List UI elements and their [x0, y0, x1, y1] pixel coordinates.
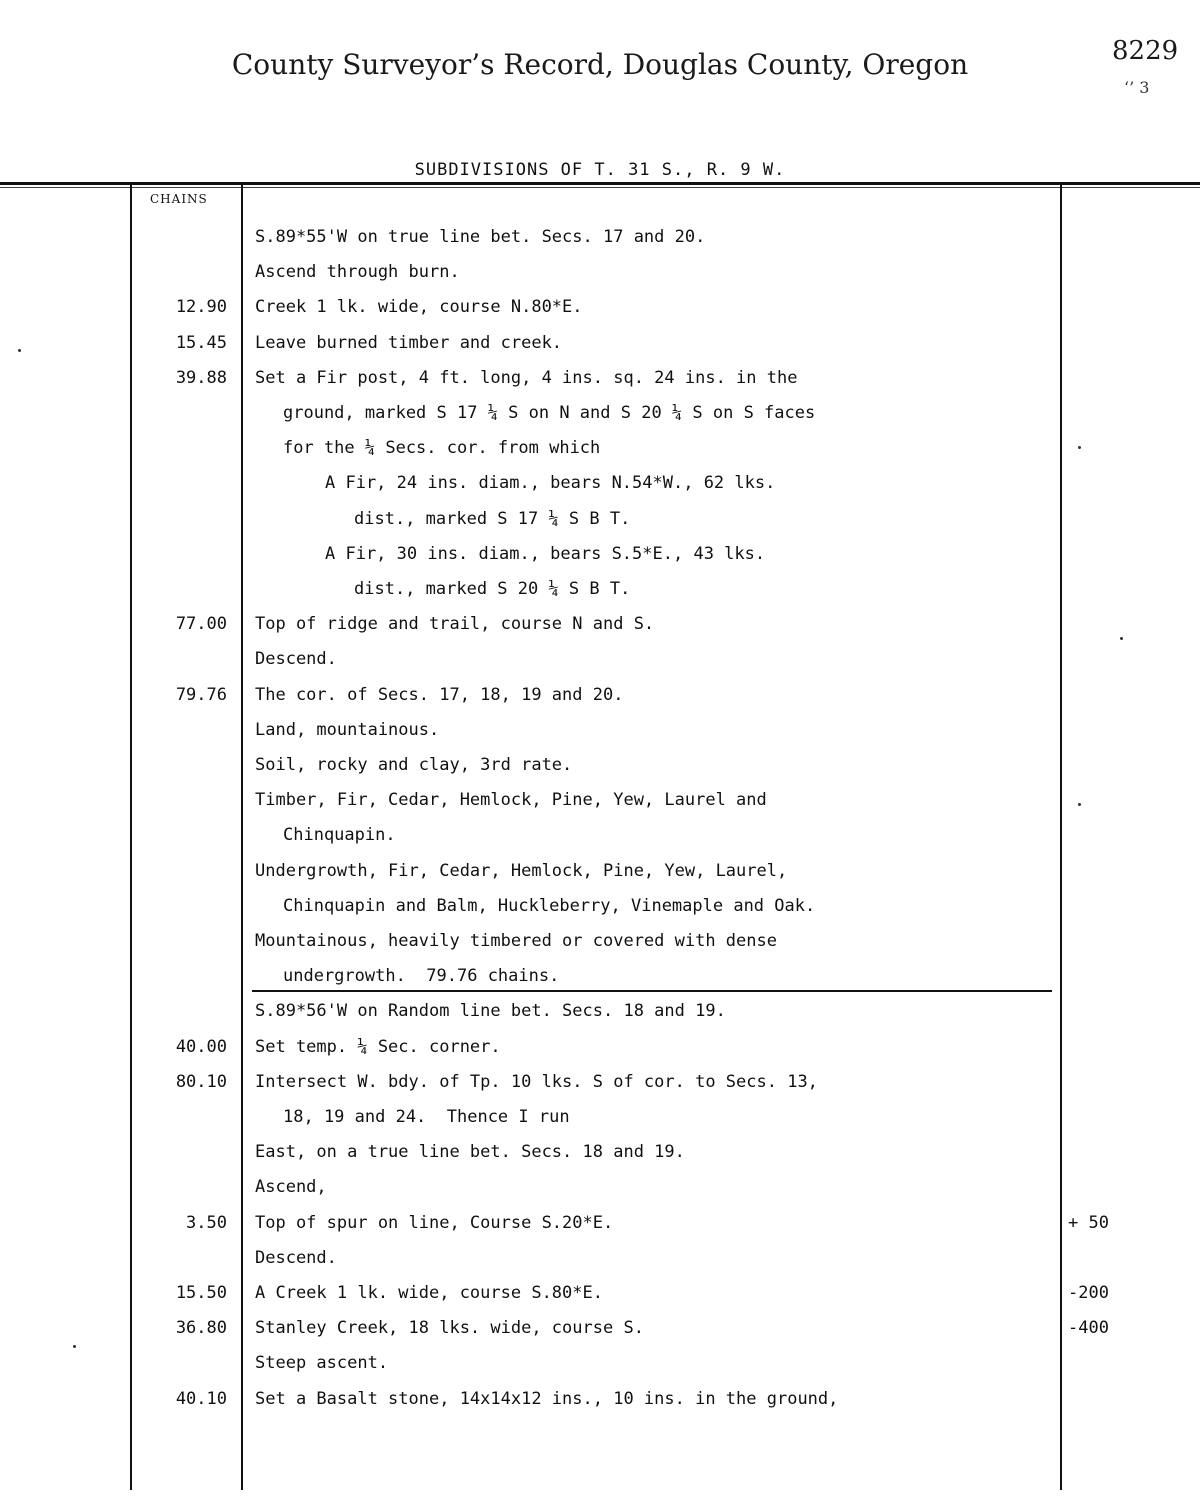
- chain-distance: 40.00: [175, 1036, 227, 1057]
- note-text: A Creek 1 lk. wide, course S.80*E.: [255, 1283, 603, 1303]
- note-text: The cor. of Secs. 17, 18, 19 and 20.: [255, 684, 624, 705]
- chain-distance: 40.10: [175, 1388, 227, 1409]
- page-title: County Surveyor’s Record, Douglas County, Oregon: [231, 48, 969, 81]
- record-subtitle: SUBDIVISIONS OF T. 31 S., R. 9 W.: [414, 160, 786, 180]
- chain-distance: 39.88: [175, 367, 227, 388]
- note-text: Ascend,: [255, 1177, 327, 1198]
- note-text: Leave burned timber and creek.: [255, 332, 563, 353]
- note-text: S.89*55'W on true line bet. Secs. 17 and 20.: [255, 227, 706, 247]
- note-row: [0, 790, 1200, 820]
- note-text: undergrowth. 79.76 chains.: [283, 966, 560, 987]
- note-row: [0, 473, 1200, 503]
- note-text: Set a Basalt stone, 14x14x12 ins., 10 ins. in the ground,: [255, 1388, 839, 1409]
- note-text: A Fir, 30 ins. diam., bears S.5*E., 43 lks.: [325, 543, 766, 564]
- note-text: ground, marked S 17 ¼ S on N and S 20 ¼ S on S faces: [283, 403, 816, 423]
- note-text: Chinquapin and Balm, Huckleberry, Vinemaple and Oak.: [283, 895, 816, 916]
- chain-distance: 77.00: [175, 614, 227, 635]
- elevation-note: -200: [1068, 1283, 1109, 1303]
- chain-distance: 3.50: [186, 1212, 227, 1233]
- note-text: Set temp. ¼ Sec. corner.: [255, 1036, 501, 1057]
- elevation-note: + 50: [1068, 1212, 1109, 1233]
- chain-distance: 15.45: [175, 332, 227, 353]
- header-rule-thin: [0, 187, 1200, 188]
- note-row: [0, 1353, 1200, 1383]
- note-text: 18, 19 and 24. Thence I run: [283, 1107, 570, 1127]
- note-row: [0, 1001, 1200, 1031]
- elevation-note: -400: [1068, 1318, 1109, 1339]
- note-row: [0, 509, 1200, 539]
- chain-distance: 15.50: [175, 1283, 227, 1303]
- note-row: [0, 403, 1200, 433]
- note-row: [0, 1037, 1200, 1067]
- note-row: [0, 227, 1200, 257]
- page-mark: ‘’ 3: [1124, 78, 1150, 97]
- note-row: [0, 438, 1200, 468]
- note-row: [0, 544, 1200, 574]
- note-row: [0, 755, 1200, 785]
- note-text: A Fir, 24 ins. diam., bears N.54*W., 62 lks.: [325, 473, 776, 494]
- note-row: [0, 1283, 1200, 1313]
- note-row: [0, 262, 1200, 292]
- note-row: [0, 368, 1200, 398]
- note-text: Land, mountainous.: [255, 719, 440, 740]
- note-row: [0, 614, 1200, 644]
- page-number: 8229: [1112, 36, 1179, 66]
- note-text: Undergrowth, Fir, Cedar, Hemlock, Pine, Yew, Laurel,: [255, 860, 788, 881]
- note-text: Creek 1 lk. wide, course N.80*E.: [255, 297, 583, 318]
- scan-speck: [1078, 446, 1081, 449]
- chain-distance: 79.76: [175, 684, 227, 705]
- note-text: dist., marked S 20 ¼ S B T.: [354, 579, 631, 599]
- note-row: [0, 1107, 1200, 1137]
- note-text: dist., marked S 17 ¼ S B T.: [354, 508, 631, 529]
- note-row: [0, 1072, 1200, 1102]
- note-text: S.89*56'W on Random line bet. Secs. 18 and 19.: [255, 1001, 726, 1022]
- note-text: Descend.: [255, 649, 337, 670]
- note-row: [0, 720, 1200, 750]
- note-text: Mountainous, heavily timbered or covered with dense: [255, 931, 777, 951]
- note-row: [0, 649, 1200, 679]
- note-text: for the ¼ Secs. cor. from which: [283, 438, 601, 459]
- note-text: Steep ascent.: [255, 1353, 389, 1374]
- note-text: Stanley Creek, 18 lks. wide, course S.: [255, 1318, 644, 1339]
- note-text: Ascend through burn.: [255, 262, 460, 283]
- scan-speck: [73, 1345, 76, 1348]
- chains-column-header: CHAINS: [150, 192, 208, 206]
- note-text: Top of spur on line, Course S.20*E.: [255, 1212, 614, 1233]
- note-row: [0, 861, 1200, 891]
- note-row: [0, 931, 1200, 961]
- note-row: [0, 297, 1200, 327]
- note-row: [0, 1318, 1200, 1348]
- scan-speck: [1078, 803, 1081, 806]
- note-row: [0, 579, 1200, 609]
- note-text: Top of ridge and trail, course N and S.: [255, 614, 655, 635]
- note-row: [0, 1177, 1200, 1207]
- section-separator: [252, 990, 1052, 992]
- note-row: [0, 1213, 1200, 1243]
- note-row: [0, 896, 1200, 926]
- note-row: [0, 333, 1200, 363]
- header-rule: [0, 182, 1200, 185]
- note-text: Descend.: [255, 1247, 337, 1268]
- note-row: [0, 825, 1200, 855]
- note-text: Chinquapin.: [283, 825, 396, 846]
- chain-distance: 36.80: [175, 1318, 227, 1339]
- note-row: [0, 685, 1200, 715]
- scan-speck: [18, 349, 21, 352]
- chain-distance: 12.90: [175, 297, 227, 318]
- note-text: Set a Fir post, 4 ft. long, 4 ins. sq. 24 ins. in the: [255, 367, 798, 388]
- note-text: Timber, Fir, Cedar, Hemlock, Pine, Yew, Laurel and: [255, 790, 767, 811]
- note-text: East, on a true line bet. Secs. 18 and 19.: [255, 1142, 685, 1163]
- note-text: Soil, rocky and clay, 3rd rate.: [255, 755, 573, 775]
- note-row: [0, 1248, 1200, 1278]
- scan-speck: [1120, 637, 1123, 640]
- note-row: [0, 1142, 1200, 1172]
- chain-distance: 80.10: [175, 1071, 227, 1092]
- note-text: Intersect W. bdy. of Tp. 10 lks. S of cor. to Secs. 13,: [255, 1071, 818, 1092]
- note-row: [0, 1389, 1200, 1419]
